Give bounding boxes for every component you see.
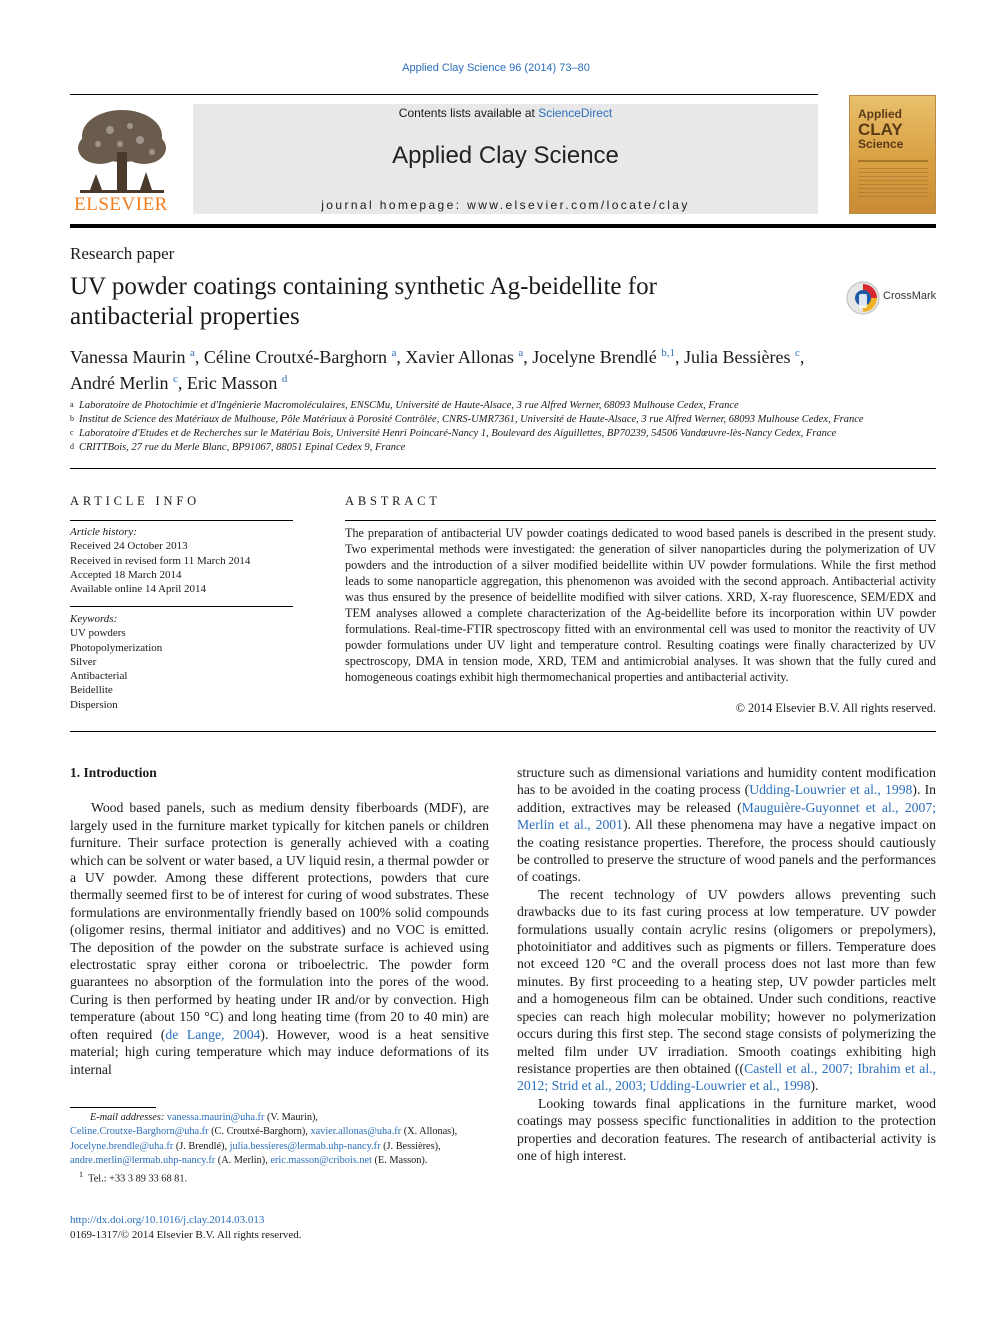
- article-info-rule: [70, 520, 293, 521]
- keyword-item: Dispersion: [70, 698, 118, 711]
- affiliation-item: [70, 441, 936, 455]
- history-online: Available online 14 April 2014: [70, 583, 207, 596]
- history-accepted: Accepted 18 March 2014: [70, 568, 182, 581]
- author-name[interactable]: Vanessa Maurin: [70, 347, 186, 367]
- article-info-heading: ARTICLE INFO: [70, 494, 200, 508]
- cover-title-applied: Applied: [858, 107, 902, 121]
- author-separator: ,: [177, 373, 187, 393]
- author-separator: ,: [194, 347, 204, 367]
- footnote-rule: [70, 1107, 156, 1108]
- article-type: Research paper: [70, 244, 175, 263]
- citation-link[interactable]: Udding-Louwrier et al., 1998: [749, 782, 913, 798]
- crossmark-label: CrossMark: [883, 290, 937, 302]
- author[interactable]: [70, 373, 187, 393]
- keyword-item: Antibacterial: [70, 670, 128, 683]
- paragraph-text: The recent technology of UV powders allows preventing such drawbacks due to its fast curing process at low temperature. UV powder formulations usually contain acrylic resins (oligomers or prepolymers), photoinitiator and additives such as pigments or fillers. Temperature does not exceed 120 °C and the overall process does not last more than few minutes. By first proceeding to a heating step, UV powder particles melt and a homogeneous film can be obtained. Under such conditions, reactive species can reach high molecular mobility; however no polymerization occurs during this first step. The second stage consists of polymerizing the melted film under UV irradiation. Smooth coatings exhibiting high resistance properties are then obtained ((: [517, 886, 936, 1076]
- paragraph-text: structure such as dimensional variations and humidity content modification has to be avoided in the coating process (: [517, 765, 936, 798]
- cover-rule: [858, 160, 928, 162]
- footnotes: [70, 1111, 489, 1187]
- paragraph: Looking towards final applications in the furniture market, wood coatings may possess specific functionalities in addition to the protection properties and decoration features. The research of antibacterial activity is one of high interest.: [517, 1095, 936, 1163]
- keyword-item: Beidellite: [70, 684, 113, 697]
- citation-link[interactable]: de Lange, 2004: [165, 1026, 261, 1042]
- email-owner: (J. Bessières),: [380, 1140, 441, 1152]
- email-link[interactable]: julia.bessieres@lermab.uhp-nancy.fr: [229, 1140, 381, 1152]
- affiliation-text: Laboratoire d'Etudes et de Recherches sur le Matériau Bois, Université Henri Poincaré-Nancy 1, Boulevard des Aiguillettes, BP70239, 54506 Vandœuvre-lès-Nancy Cedex, France: [79, 428, 837, 439]
- history-label: Article history:: [70, 526, 137, 538]
- author-affiliation-mark[interactable]: c: [172, 373, 178, 385]
- email-footnote-line: [70, 1154, 489, 1168]
- paragraph: [70, 799, 489, 1078]
- journal-name: Applied Clay Science: [392, 142, 619, 169]
- article-history: [70, 525, 293, 596]
- email-link[interactable]: eric.masson@cribois.net: [270, 1154, 372, 1166]
- email-footnote: [70, 1111, 489, 1125]
- keywords-label: Keywords:: [70, 613, 118, 625]
- elsevier-wordmark: ELSEVIER: [74, 194, 168, 215]
- author[interactable]: [187, 373, 287, 393]
- cover-title-clay: CLAY: [858, 120, 903, 139]
- author-affiliation-mark[interactable]: a: [189, 347, 195, 359]
- email-owner: (A. Merlin),: [215, 1154, 271, 1166]
- abstract-text: The preparation of antibacterial UV powder coatings dedicated to wood based panels is described in the present study. Two experimental methods were investigated: the generation of silver nanoparticles during the polymerization of UV powders and the introduction of a silver modified beidellite within UV powder formulations. While the first method leads to some nanoparticle aggregation, this phenomenon was avoided with the second approach. Antibacterial activity was thus ensured by the presence of beidellite modified with silver cations. XRD, X-ray fluorescence, SEM/EDX and TEM analyses allowed a complete characterization of the Ag-beidellite before its incorporation within UV powder formulations. Real-time-FTIR spectroscopy fitted with an environmental cell was used to monitor the reactivity of UV powder formulations under UV light and temperature control. Resulting coatings were finally characterized by UV spectroscopy, DMA in tension mode, XRD, TEM and antimicrobial analyses. It was shown that the fully cured and homogeneous coatings exhibit high thermomechanical properties and antibacterial activity.: [345, 526, 936, 684]
- email-owner: (J. Brendlé),: [173, 1140, 230, 1152]
- citation-link[interactable]: Mauguière-Guyonnet et al., 2007; Merlin et al., 2001: [517, 799, 937, 833]
- section-heading-introduction: 1. Introduction: [70, 765, 157, 780]
- keyword-list: [70, 612, 293, 712]
- elsevier-logo[interactable]: [70, 104, 172, 214]
- history-revised: Received in revised form 11 March 2014: [70, 554, 251, 567]
- citation-link[interactable]: Castell et al., 2007; Ibrahim et al., 2012; Strid et al., 2003; Udding-Louwrier et al., 1998: [517, 1060, 936, 1094]
- email-link[interactable]: xavier.allonas@uha.fr: [310, 1126, 402, 1138]
- author-name[interactable]: Jocelyne Brendlé: [532, 347, 657, 367]
- affiliation-list: [70, 399, 936, 455]
- email-owner: (C. Croutxé-Barghorn),: [208, 1126, 311, 1138]
- header-rule: [70, 94, 818, 95]
- author[interactable]: [684, 347, 804, 367]
- author-name[interactable]: Eric Masson: [186, 373, 278, 393]
- author[interactable]: [70, 347, 204, 367]
- email-link[interactable]: Celine.Croutxe-Barghorn@uha.fr: [70, 1126, 209, 1138]
- author-affiliation-mark[interactable]: c: [794, 347, 800, 359]
- history-received: Received 24 October 2013: [70, 540, 188, 553]
- author[interactable]: [405, 347, 532, 367]
- paragraph-text: Wood based panels, such as medium density fiberboards (MDF), are largely used in the furniture market typically for kitchen panels or children furniture. Their surface protection is generally achieved with a coating which can be solvent or water based, a UV liquid resin, a thermal powder or a UV powder. Among these different protections, powders that cure thermally seemed first to be of interest for curing of wood substrates. These formulations are environmentally friendly based on 100% solid compounds (oligomer resins, thermal initiator and additives) and no VOC is emitted. The deposition of the powder on the substrate surface is achieved using electrostatic spray either corona or triboelectric. The powder form guarantees no absorption of the formulation into the pores of the wood. Curing is then performed by heating under IR and/or by convection. High temperature (about 150 °C) and long heating time (from 20 to 40 min) are often required (: [70, 800, 489, 1042]
- tel-mark: 1: [79, 1170, 83, 1180]
- paragraph-text: ). All these phenomena may have a negative impact on the coating resistance properties. Therefore, the process should cautiously be controlled to preserve the structure of wood panels and the performances of coatings.: [517, 817, 936, 885]
- affiliation-item: [70, 427, 936, 441]
- affiliation-mark: b: [70, 414, 74, 423]
- paragraph: [517, 764, 936, 886]
- author-affiliation-mark[interactable]: a: [391, 347, 397, 359]
- author-affiliation-mark[interactable]: b,1: [661, 347, 675, 359]
- divider-rule: [70, 731, 936, 732]
- email-link[interactable]: vanessa.maurin@uha.fr: [166, 1112, 265, 1123]
- author-name[interactable]: Julia Bessières: [683, 347, 791, 367]
- author-name[interactable]: Xavier Allonas: [405, 347, 514, 367]
- author-name[interactable]: Céline Croutxé-Barghorn: [203, 347, 388, 367]
- contents-line: [193, 106, 818, 120]
- author-separator: ,: [799, 347, 805, 367]
- journal-citation-link[interactable]: Applied Clay Science 96 (2014) 73–80: [402, 62, 590, 74]
- author-affiliation-mark[interactable]: d: [281, 373, 288, 385]
- cover-fine-print: [858, 168, 928, 198]
- body-column-right: [517, 764, 936, 1164]
- tel-text: Tel.: +33 3 89 33 68 81.: [88, 1173, 188, 1185]
- paragraph: [517, 886, 936, 1095]
- author-separator: ,: [396, 347, 406, 367]
- email-owner: (V. Maurin),: [264, 1112, 318, 1123]
- keyword-item: Photopolymerization: [70, 641, 163, 654]
- article-title: UV powder coatings containing synthetic Ag-beidellite for antibacterial properties: [70, 273, 657, 330]
- author[interactable]: [204, 347, 406, 367]
- paragraph-text: ).: [810, 1078, 819, 1094]
- abstract-copyright: © 2014 Elsevier B.V. All rights reserved.: [735, 701, 936, 715]
- email-footnote-line: [70, 1125, 489, 1139]
- email-owner: (E. Masson).: [371, 1154, 428, 1166]
- email-owner: (X. Allonas),: [401, 1126, 458, 1138]
- affiliation-item: [70, 413, 936, 427]
- email-footnote-line: [70, 1140, 489, 1154]
- author-list: [70, 342, 936, 394]
- author-separator: ,: [523, 347, 533, 367]
- journal-cover-image[interactable]: [849, 95, 936, 214]
- keyword-item: UV powders: [70, 627, 126, 640]
- author-separator: ,: [674, 347, 684, 367]
- divider-rule: [70, 468, 936, 469]
- affiliation-text: Laboratoire de Photochimie et d'Ingénierie Macromoléculaires, ENSCMu, Université de Haute-Alsace, 3 rue Alfred Werner, 68093 Mulhouse Cedex, France: [79, 400, 739, 411]
- affiliation-text: Institut de Science des Matériaux de Mulhouse, Pôle Matériaux à Porosité Contrôlée, CNRS-UMR7361, Université de Haute-Alsace, 3 rue Alfred Werner, 68093 Mulhouse Cedex, France: [79, 414, 864, 425]
- contents-prefix: Contents lists available at: [398, 106, 539, 120]
- paragraph-text: ). In addition, extractives may be released (: [517, 782, 936, 815]
- paragraph-text: ). However, wood is a heat sensitive material; high curing temperature which may induce deformations of its internal: [70, 1026, 489, 1077]
- journal-homepage-link[interactable]: journal homepage: www.elsevier.com/locate/clay: [321, 198, 690, 212]
- email-label: E-mail addresses:: [90, 1112, 167, 1123]
- sciencedirect-link[interactable]: ScienceDirect: [538, 106, 613, 120]
- email-link[interactable]: andre.merlin@lermab.uhp-nancy.fr: [70, 1154, 216, 1166]
- cover-title-science: Science: [858, 137, 904, 151]
- keyword-item: Silver: [70, 655, 97, 668]
- crossmark-icon: [846, 281, 880, 315]
- affiliation-mark: c: [70, 428, 74, 437]
- author-name[interactable]: André Merlin: [70, 373, 169, 393]
- header-thick-rule: [70, 224, 936, 228]
- issn-copyright: 0169-1317/© 2014 Elsevier B.V. All rights reserved.: [70, 1229, 302, 1241]
- affiliation-item: [70, 399, 936, 413]
- crossmark-badge[interactable]: [846, 281, 936, 315]
- author-affiliation-mark[interactable]: a: [518, 347, 524, 359]
- abstract-heading: ABSTRACT: [345, 494, 441, 508]
- author[interactable]: [532, 347, 684, 367]
- abstract-rule: [345, 520, 936, 521]
- tel-footnote: [70, 1168, 489, 1187]
- affiliation-mark: a: [70, 400, 74, 409]
- body-column-left: [70, 764, 489, 1078]
- affiliation-text: CRITTBois, 27 rue du Merle Blanc, BP91067, 88051 Epinal Cedex 9, France: [79, 442, 406, 453]
- email-link[interactable]: Jocelyne.brendle@uha.fr: [70, 1140, 174, 1152]
- keywords-rule: [70, 606, 293, 607]
- doi-link[interactable]: http://dx.doi.org/10.1016/j.clay.2014.03.013: [70, 1214, 265, 1226]
- affiliation-mark: d: [70, 442, 74, 451]
